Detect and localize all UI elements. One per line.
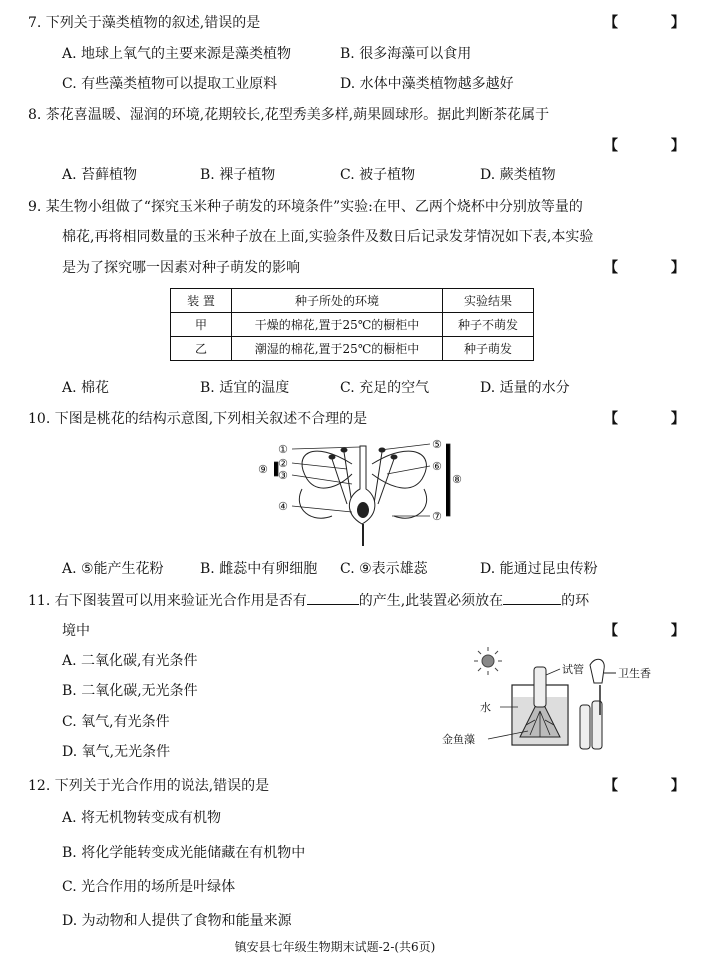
sepal-left-shape [299, 489, 332, 518]
q8-option-b[interactable]: B. 裸子植物 [200, 167, 276, 183]
q7-option-d[interactable]: D. 水体中藻类植物越多越好 [340, 76, 514, 92]
table-cell: 潮湿的棉花,置于25℃的橱柜中 [232, 337, 443, 361]
q11-answer-bracket[interactable]: 【 】 [604, 623, 709, 639]
q7-stem: 7. 下列关于藻类植物的叙述,错误的是 [28, 15, 261, 31]
q7-answer-bracket[interactable]: 【 】 [604, 15, 709, 31]
q12-option-d[interactable]: D. 为动物和人提供了食物和能量来源 [62, 913, 292, 929]
q9-stem-line-3: 是为了探究哪一因素对种子萌发的影响 [62, 260, 300, 276]
q11-stem-line-2: 境中 [62, 623, 90, 639]
ovule-shape [357, 502, 369, 518]
q10-option-a[interactable]: A. ⑤能产生花粉 [62, 561, 164, 577]
test-tube-shape [534, 667, 546, 707]
table-header-environment: 种子所处的环境 [232, 289, 443, 313]
q9-stem-line-2: 棉花,再将相同数量的玉米种子放在上面,实验条件及数日后记录发芽情况如下表,本实验 [62, 229, 594, 245]
q9-option-b[interactable]: B. 适宜的温度 [200, 380, 290, 396]
sepal-right-shape [394, 489, 427, 518]
q7-option-a[interactable]: A. 地球上氧气的主要来源是藻类植物 [62, 46, 292, 62]
q8-answer-bracket[interactable]: 【 】 [604, 138, 709, 154]
table-row [171, 337, 534, 361]
diagram-label-4: ④ [278, 500, 288, 513]
hand-incense-shape [580, 659, 616, 749]
q8-stem: 8. 茶花喜温暖、湿润的环境,花期较长,花型秀美多样,蒴果圆球形。据此判断茶花属于 [28, 107, 550, 123]
q11-stem-line-1 [28, 590, 589, 610]
table-header-row [171, 289, 534, 313]
q9-option-c[interactable]: C. 充足的空气 [340, 380, 430, 396]
table-cell: 乙 [171, 337, 232, 361]
q11-blank-1[interactable] [307, 590, 359, 605]
q9-option-d[interactable]: D. 适量的水分 [480, 380, 570, 396]
diagram-label-3: ③ [278, 469, 288, 482]
label-hornwort: 金鱼藻 [442, 733, 475, 746]
table-header-result: 实验结果 [443, 289, 534, 313]
q9-stem-line-1: 9. 某生物小组做了“探究玉米种子萌发的环境条件”实验:在甲、乙两个烧杯中分别放等量的 [28, 199, 583, 215]
peach-flower-diagram [252, 434, 472, 550]
table-row [171, 313, 534, 337]
q11-option-d[interactable]: D. 氧气,无光条件 [62, 744, 171, 760]
q11-stem-part-1: 11. 右下图装置可以用来验证光合作用是否有 [28, 593, 307, 609]
diagram-label-5: ⑤ [432, 438, 442, 451]
q10-option-c[interactable]: C. ⑨表示雄蕊 [340, 561, 428, 577]
q8-option-d[interactable]: D. 蕨类植物 [480, 167, 556, 183]
q12-stem: 12. 下列关于光合作用的说法,错误的是 [28, 778, 270, 794]
q11-blank-2[interactable] [503, 590, 561, 605]
experiment-table [170, 288, 534, 361]
q8-option-a[interactable]: A. 苔藓植物 [62, 167, 138, 183]
petal-right-shape [372, 451, 426, 488]
q12-answer-bracket[interactable]: 【 】 [604, 778, 709, 794]
diagram-label-2: ② [278, 457, 288, 470]
q9-option-a[interactable]: A. 棉花 [62, 380, 110, 396]
q8-option-c[interactable]: C. 被子植物 [340, 167, 416, 183]
q10-option-d[interactable]: D. 能通过昆虫传粉 [480, 561, 598, 577]
table-cell: 甲 [171, 313, 232, 337]
diagram-label-1: ① [278, 443, 288, 456]
q11-option-b[interactable]: B. 二氧化碳,无光条件 [62, 683, 198, 699]
q7-option-b[interactable]: B. 很多海藻可以食用 [340, 46, 472, 62]
diagram-label-6: ⑥ [432, 460, 442, 473]
q12-option-a[interactable]: A. 将无机物转变成有机物 [62, 810, 222, 826]
q11-option-a[interactable]: A. 二氧化碳,有光条件 [62, 653, 198, 669]
q12-option-c[interactable]: C. 光合作用的场所是叶绿体 [62, 879, 236, 895]
label-water: 水 [480, 701, 491, 714]
q10-answer-bracket[interactable]: 【 】 [604, 411, 709, 427]
q10-stem: 10. 下图是桃花的结构示意图,下列相关叙述不合理的是 [28, 411, 368, 427]
diagram-label-9: ⑨ [258, 463, 268, 476]
q11-option-c[interactable]: C. 氧气,有光条件 [62, 714, 170, 730]
photosynthesis-apparatus-diagram [440, 645, 662, 755]
sun-icon [474, 647, 502, 675]
q9-answer-bracket[interactable]: 【 】 [604, 260, 709, 276]
q11-stem-part-2: 的产生,此装置必须放在 [358, 593, 504, 609]
diagram-label-8: ⑧ [452, 473, 462, 486]
diagram-label-7: ⑦ [432, 510, 442, 523]
label-incense: 卫生香 [618, 667, 651, 680]
table-cell: 种子不萌发 [443, 313, 534, 337]
q11-stem-part-3: 的环 [561, 593, 590, 609]
page-footer: 镇安县七年级生物期末试题-2-(共6页) [234, 940, 436, 954]
table-cell: 干燥的棉花,置于25℃的橱柜中 [232, 313, 443, 337]
q7-option-c[interactable]: C. 有些藻类植物可以提取工业原料 [62, 76, 278, 92]
table-cell: 种子萌发 [443, 337, 534, 361]
q12-option-b[interactable]: B. 将化学能转变成光能储藏在有机物中 [62, 845, 306, 861]
label-test-tube: 试管 [562, 663, 584, 676]
q10-option-b[interactable]: B. 雌蕊中有卵细胞 [200, 561, 318, 577]
table-header-device: 装 置 [171, 289, 232, 313]
